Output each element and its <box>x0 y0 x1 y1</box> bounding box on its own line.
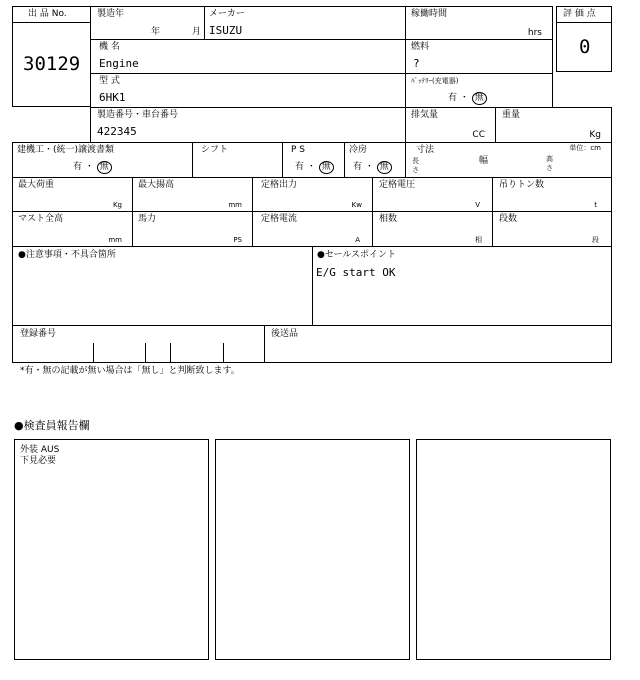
displacement-cell <box>405 107 496 143</box>
registration-divider-3 <box>170 343 171 363</box>
lot-number-label: 出 品 No. <box>28 9 67 19</box>
transfer-docs-options <box>73 161 112 174</box>
spec-horsepower-unit: PS <box>233 236 242 244</box>
lot-number-value: 30129 <box>23 53 81 75</box>
registration-divider-4 <box>223 343 224 363</box>
model-type-value: 6HK1 <box>99 91 126 104</box>
cooler-sep: ・ <box>364 162 374 172</box>
inspector-box-3 <box>416 439 611 660</box>
spec-stages-unit: 段 <box>592 236 599 244</box>
registration-label: 登録番号 <box>20 329 57 339</box>
ps-sep: ・ <box>306 162 316 172</box>
spec-max-load-unit: Kg <box>112 201 122 209</box>
transfer-docs-label: 建機工・(統一)譲渡書類 <box>17 145 115 155</box>
inspector-report-label: ●検査員報告欄 <box>14 419 90 432</box>
hours-cell <box>405 6 553 40</box>
spec-mast-height-unit: mm <box>108 236 122 244</box>
year-unit: 年 <box>151 27 161 37</box>
inspector-box-1-line-2: 下見必要 <box>20 456 57 466</box>
spec-phases-label: 相数 <box>379 214 398 224</box>
dimension-width-label: 幅 <box>479 156 489 166</box>
ps-no-circled: 無 <box>319 161 334 174</box>
spec-rated-voltage-unit: V <box>475 201 480 209</box>
model-name-value: Engine <box>99 57 139 70</box>
registration-cell <box>12 325 265 363</box>
cooler-label: 冷房 <box>349 145 368 155</box>
footnote: *有・無の記載が無い場合は「無し」と判断致します。 <box>20 366 240 376</box>
spec-rated-voltage-cell <box>372 177 493 212</box>
maker-value: ISUZU <box>209 24 243 37</box>
spec-horsepower-cell <box>132 211 253 247</box>
spec-lift-tonnage-label: 吊りトン数 <box>499 180 545 190</box>
year-cell <box>90 6 205 40</box>
dimension-length-label: 長さ <box>412 157 419 174</box>
hours-label: 稼働時間 <box>411 9 448 19</box>
spec-mast-height-label: マスト全高 <box>18 214 64 224</box>
model-type-cell <box>90 73 406 108</box>
cooler-options <box>353 161 392 174</box>
transfer-docs-cell <box>12 142 193 178</box>
model-name-cell <box>90 39 406 74</box>
registration-divider-1 <box>93 343 94 363</box>
spec-rated-voltage-label: 定格電圧 <box>379 180 416 190</box>
battery-no-circled: 無 <box>472 92 487 105</box>
ps-cell <box>282 142 345 178</box>
sales-points-label: ●セールスポイント <box>317 250 397 260</box>
inspector-box-1 <box>14 439 209 660</box>
ps-label: P S <box>291 145 306 155</box>
spec-max-load-cell <box>12 177 133 212</box>
spec-rated-output-cell <box>252 177 373 212</box>
lot-number-header <box>12 6 91 23</box>
dimensions-cell <box>405 142 612 178</box>
cooler-yes: 有 <box>353 162 363 172</box>
serial-value: 422345 <box>97 125 137 138</box>
shift-label: シフト <box>201 145 229 155</box>
fuel-label: 燃料 <box>411 42 430 52</box>
ps-yes: 有 <box>295 162 305 172</box>
displacement-unit: CC <box>472 130 485 140</box>
shipping-items-label: 後送品 <box>271 329 299 339</box>
displacement-label: 排気量 <box>411 110 439 120</box>
serial-cell <box>90 107 406 143</box>
dimensions-label: 寸法 <box>416 145 435 155</box>
transfer-sep: ・ <box>84 162 94 172</box>
spec-max-lift-unit: mm <box>228 201 242 209</box>
spec-phases-cell <box>372 211 493 247</box>
spec-max-lift-label: 最大揚高 <box>138 180 175 190</box>
spec-rated-current-cell <box>252 211 373 247</box>
spec-rated-current-label: 定格電流 <box>261 214 298 224</box>
weight-label: 重量 <box>502 110 521 120</box>
fuel-cell <box>405 39 553 74</box>
grade-cell <box>556 22 612 72</box>
dimension-height-label: 高さ <box>546 155 553 172</box>
cooler-no-circled: 無 <box>377 161 392 174</box>
battery-yes: 有 <box>448 93 458 103</box>
cooler-cell <box>344 142 406 178</box>
grade-header <box>556 6 612 23</box>
sales-points-box <box>312 246 612 326</box>
model-type-label: 型 式 <box>99 76 120 86</box>
transfer-no-circled: 無 <box>97 161 112 174</box>
shipping-items-cell <box>264 325 612 363</box>
lot-number-cell <box>12 22 91 107</box>
inspector-box-2 <box>215 439 410 660</box>
maker-cell <box>204 6 406 40</box>
battery-options <box>448 92 487 105</box>
spec-lift-tonnage-unit: t <box>594 201 597 209</box>
spec-rated-current-unit: A <box>355 236 360 244</box>
spec-mast-height-cell <box>12 211 133 247</box>
ps-options <box>295 161 334 174</box>
fuel-value: ? <box>413 57 420 70</box>
spec-rated-output-label: 定格出力 <box>261 180 298 190</box>
battery-label: ﾊﾞｯﾃﾘｰ(充電器) <box>411 77 459 85</box>
month-unit: 月 <box>192 27 202 37</box>
sales-points-value: E/G start OK <box>316 266 396 279</box>
spec-lift-tonnage-cell <box>492 177 612 212</box>
year-label: 製造年 <box>97 9 125 19</box>
spec-rated-output-unit: Kw <box>351 201 362 209</box>
battery-cell <box>405 73 553 108</box>
serial-label: 製造番号・車台番号 <box>97 110 179 120</box>
hours-unit: hrs <box>527 28 542 38</box>
spec-stages-label: 段数 <box>499 214 518 224</box>
spec-max-lift-cell <box>132 177 253 212</box>
transfer-yes: 有 <box>73 162 83 172</box>
battery-sep: ・ <box>459 93 469 103</box>
spec-stages-cell <box>492 211 612 247</box>
notes-box <box>12 246 313 326</box>
dimensions-unit-note: 単位：cm <box>569 144 601 152</box>
grade-value: 0 <box>579 36 591 58</box>
grade-label: 評 価 点 <box>563 9 596 19</box>
spec-phases-unit: 相 <box>475 236 482 244</box>
spec-max-load-label: 最大荷重 <box>18 180 55 190</box>
maker-label: メーカー <box>209 9 245 19</box>
weight-cell <box>495 107 612 143</box>
inspector-box-1-line-1: 外装 AUS <box>20 445 60 455</box>
spec-horsepower-label: 馬力 <box>138 214 157 224</box>
weight-unit: Kg <box>589 130 601 140</box>
shift-cell <box>192 142 283 178</box>
registration-divider-2 <box>145 343 146 363</box>
model-name-label: 機 名 <box>99 42 120 52</box>
notes-label: ●注意事項・不具合箇所 <box>18 250 116 260</box>
